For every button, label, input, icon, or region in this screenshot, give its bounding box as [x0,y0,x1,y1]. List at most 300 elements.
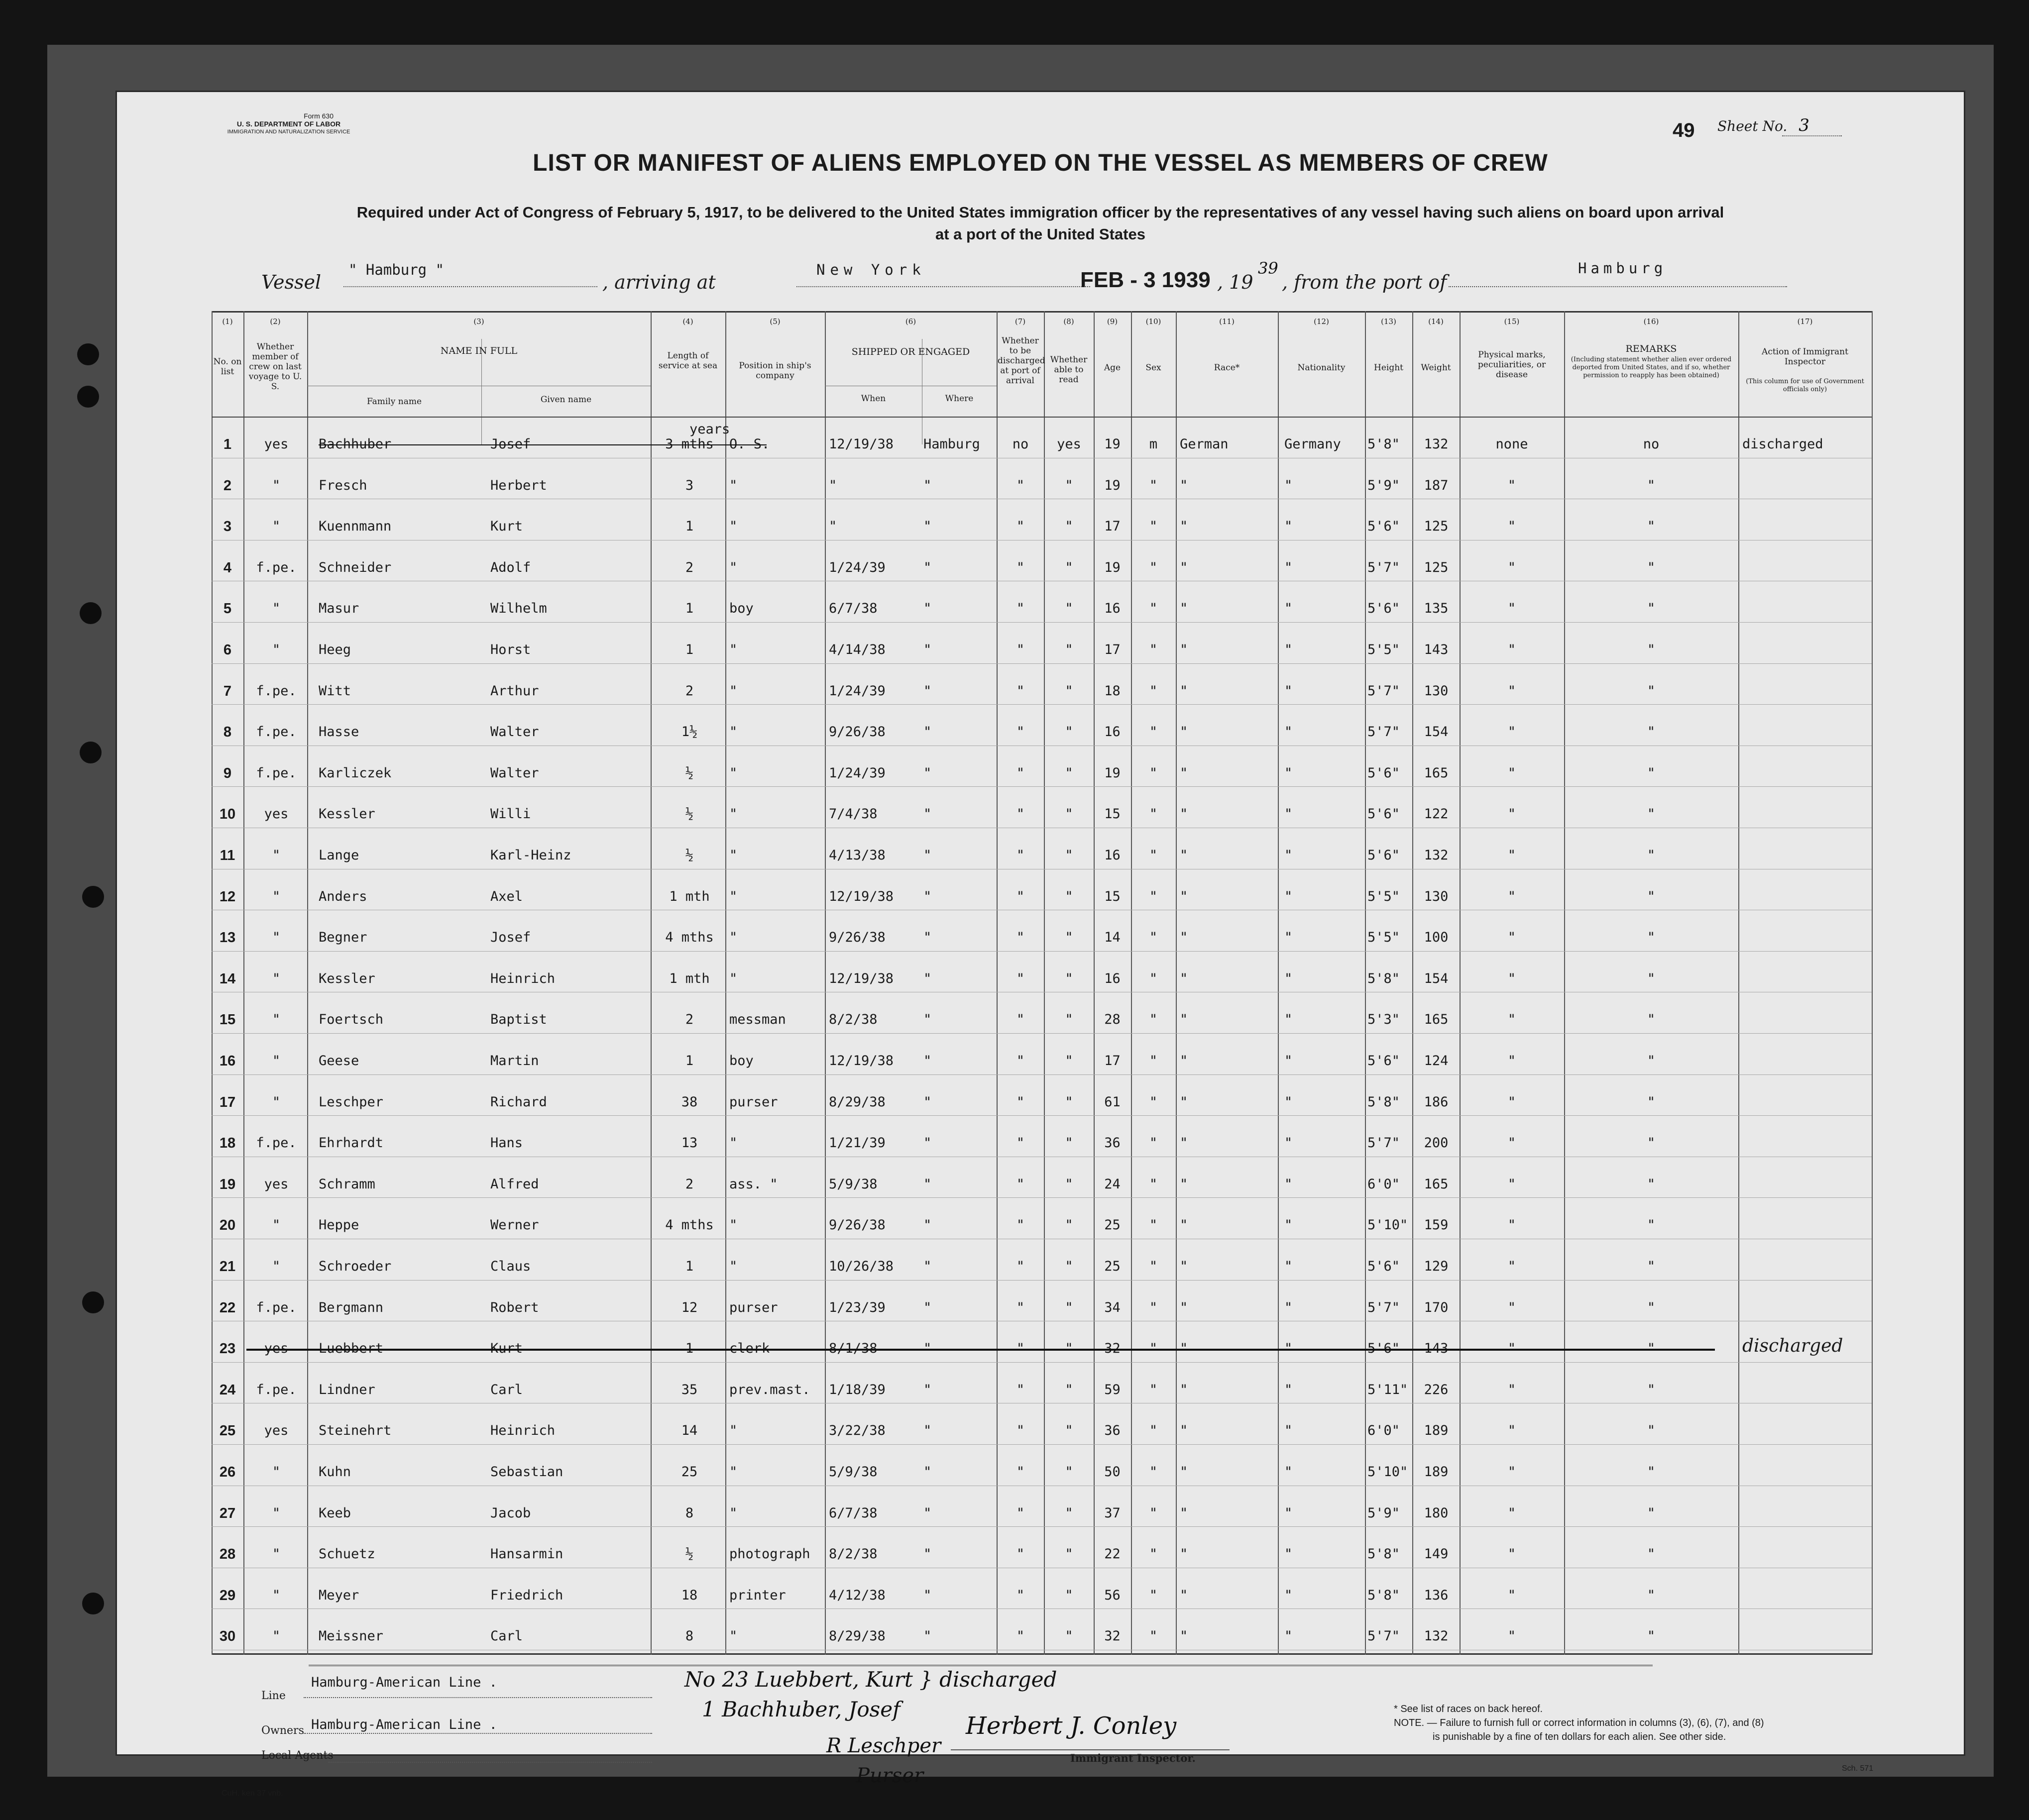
cell-marks: " [1507,642,1516,657]
cell-height: 5'8" [1367,1546,1400,1562]
cell-given: Wilhelm [490,601,547,617]
cell-age: 28 [1104,1012,1121,1028]
cell-weight: 135 [1424,601,1449,617]
col-head-position: Position in ship's company [739,361,811,381]
col-head-weight: Weight [1421,363,1451,373]
cell-weight: 124 [1424,1053,1449,1069]
cell-nat: " [1284,1176,1293,1192]
row-number: 4 [223,559,232,576]
cell-nat: " [1284,888,1293,904]
cell-read: " [1065,1012,1073,1028]
cell-weight: 143 [1424,642,1449,657]
cell-family: Schneider [319,559,392,575]
cell-read: " [1065,1217,1073,1233]
cell-sex: " [1149,1464,1158,1480]
year-value: 39 [1258,259,1278,278]
cell-nat: " [1284,1628,1293,1644]
cell-when: 4/13/38 [829,848,886,863]
cell-race: " [1180,1341,1188,1357]
cell-read: " [1065,683,1073,699]
cell-nat: " [1284,519,1293,535]
cell-disch: " [1016,1094,1025,1110]
cell-marks: " [1507,1094,1516,1110]
cell-position: printer [729,1587,786,1603]
cell-read: " [1065,1587,1073,1603]
col-head-shipped: SHIPPED OR ENGAGED [851,346,970,357]
row-number: 1 [223,436,232,452]
cell-nat: " [1284,1423,1293,1439]
cell-voy: " [272,1628,281,1644]
cell-service: ½ [685,765,694,781]
cell-service: 1 [685,1053,694,1069]
col-num-1: (1) [222,317,233,326]
cell-race: " [1180,765,1188,781]
cell-marks: " [1507,683,1516,699]
cell-disch: " [1016,1423,1025,1439]
purser-signature: R Leschper [826,1734,941,1757]
cell-read: " [1065,477,1073,493]
cell-given: Heinrich [490,1423,556,1439]
cell-given: Willi [490,806,531,822]
cell-family: Kessler [319,970,375,986]
cell-position: photograph [729,1546,810,1562]
cell-marks: " [1507,1382,1516,1397]
cell-when: 1/24/39 [829,683,886,699]
cell-marks: " [1507,724,1516,740]
cell-weight: 149 [1424,1546,1449,1562]
penalty-note: NOTE. — Failure to furnish full or correct information in columns (3), (6), (7), and (8) [1394,1717,1764,1728]
cell-given: Horst [490,642,531,657]
cell-height: 5'6" [1367,601,1400,617]
cell-remarks: " [1647,683,1656,699]
cell-when: " [829,477,837,493]
cell-age: 24 [1104,1176,1121,1192]
cell-disch: " [1016,1012,1025,1028]
cell-nat: " [1284,1259,1293,1274]
from-port: Hamburg [1578,260,1667,277]
cell-race: " [1180,519,1188,535]
cell-when: 8/2/38 [829,1012,878,1028]
cell-read: " [1065,848,1073,863]
cell-disch: " [1016,724,1025,740]
cell-given: Claus [490,1259,531,1274]
cell-where: " [923,1094,932,1110]
cell-race: " [1180,1546,1188,1562]
cell-given: Friedrich [490,1587,564,1603]
cell-service: 4 mths [665,930,714,946]
row-number: 10 [219,806,236,823]
cell-where: " [923,970,932,986]
cell-nat: " [1284,765,1293,781]
cell-where: Hamburg [923,436,980,452]
cell-given: Martin [490,1053,539,1069]
cell-marks: " [1507,1423,1516,1439]
cell-remarks: " [1647,642,1656,657]
cell-nat: " [1284,930,1293,946]
cell-voy: f.pe. [256,559,297,575]
cell-race: " [1180,848,1188,863]
cell-remarks: " [1647,1094,1656,1110]
cell-sex: " [1149,519,1158,535]
cell-service: 4 mths [665,1217,714,1233]
cell-where: " [923,1341,932,1357]
cell-sex: " [1149,970,1158,986]
cell-voy: " [272,1505,281,1521]
cell-disch: no [1012,436,1029,452]
cell-family: Schuetz [319,1546,375,1562]
cell-disch: " [1016,1135,1025,1151]
cell-voy: " [272,1053,281,1069]
cell-family: Meissner [319,1628,384,1644]
cell-service: 35 [681,1382,698,1397]
cell-marks: " [1507,1176,1516,1192]
row-number: 22 [219,1299,236,1316]
cell-age: 59 [1104,1382,1121,1397]
cell-when: 12/19/38 [829,1053,894,1069]
cell-where: " [923,1259,932,1274]
cell-voy: " [272,930,281,946]
cell-read: " [1065,1628,1073,1644]
cell-remarks: " [1647,1628,1656,1644]
cell-given: Carl [490,1628,523,1644]
cell-family: Anders [319,888,367,904]
cell-race: German [1180,436,1229,452]
col-head-nationality: Nationality [1297,363,1346,373]
crew-table [212,311,1872,1655]
cell-when: 4/12/38 [829,1587,886,1603]
cell-voy: f.pe. [256,765,297,781]
cell-nat: " [1284,1341,1293,1357]
cell-race: " [1180,970,1188,986]
cell-age: 16 [1104,601,1121,617]
cell-when: 1/23/39 [829,1299,886,1315]
cell-where: " [923,806,932,822]
cell-where: " [923,1382,932,1397]
row-number: 13 [219,930,236,946]
cell-position: clerk [729,1341,770,1357]
cell-family: Schroeder [319,1259,392,1274]
row-number: 30 [219,1628,236,1645]
cell-disch: " [1016,1299,1025,1315]
row-number: 14 [219,970,236,987]
cell-sex: " [1149,1176,1158,1192]
cell-family: Keeb [319,1505,351,1521]
cell-read: " [1065,1259,1073,1274]
cell-position: " [729,1135,738,1151]
cell-height: 5'7" [1367,1628,1400,1644]
cell-weight: 130 [1424,888,1449,904]
row-number: 3 [223,519,232,535]
cell-race: " [1180,930,1188,946]
cell-remarks: " [1647,1505,1656,1521]
cell-weight: 125 [1424,559,1449,575]
cell-read: " [1065,1546,1073,1562]
col-head-family-name: Family name [366,397,422,407]
cell-where: " [923,1423,932,1439]
cell-race: " [1180,1587,1188,1603]
cell-remarks: " [1647,970,1656,986]
cell-service: 8 [685,1628,694,1644]
cell-weight: 189 [1424,1423,1449,1439]
cell-weight: 154 [1424,970,1449,986]
cell-nat: " [1284,1217,1293,1233]
cell-age: 19 [1104,477,1121,493]
cell-marks: none [1495,436,1528,452]
cell-service: ½ [685,806,694,822]
cell-position: " [729,930,738,946]
cell-when: 9/26/38 [829,1217,886,1233]
cell-where: " [923,1505,932,1521]
cell-given: Kurt [490,519,523,535]
cell-age: 16 [1104,848,1121,863]
cell-sex: " [1149,1299,1158,1315]
owners-value: Hamburg-American Line . [311,1717,497,1732]
cell-position: " [729,477,738,493]
col-num-16: (16) [1643,317,1659,326]
cell-when: 12/19/38 [829,970,894,986]
cell-given: Heinrich [490,970,556,986]
cell-position: " [729,970,738,986]
cell-race: " [1180,1423,1188,1439]
cell-age: 32 [1104,1341,1121,1357]
cell-position: " [729,519,738,535]
binder-hole [80,742,102,763]
cell-age: 16 [1104,724,1121,740]
cell-where: " [923,848,932,863]
cell-age: 22 [1104,1546,1121,1562]
cell-marks: " [1507,930,1516,946]
cell-family: Bergmann [319,1299,384,1315]
cell-family: Meyer [319,1587,359,1603]
cell-remarks: no [1643,436,1660,452]
cell-voy: " [272,519,281,535]
binder-hole [82,1291,104,1313]
cell-race: " [1180,642,1188,657]
cell-voy: yes [264,806,289,822]
cell-when: 1/18/39 [829,1382,886,1397]
cell-marks: " [1507,1341,1516,1357]
cell-age: 37 [1104,1505,1121,1521]
cell-nat: " [1284,848,1293,863]
cell-height: 5'7" [1367,559,1400,575]
cell-family: Ehrhardt [319,1135,384,1151]
cell-given: Walter [490,765,539,781]
row-number: 11 [220,848,235,863]
cell-age: 18 [1104,683,1121,699]
cell-sex: " [1149,1382,1158,1397]
race-note: * See list of races on back hereof. [1394,1704,1543,1714]
cell-service: 3 mths [665,436,714,452]
cell-service: 2 [685,1012,694,1028]
cell-height: 5'7" [1367,1299,1400,1315]
vessel-label: Vessel [261,271,322,293]
service-years-note: years [689,422,730,437]
cell-sex: " [1149,601,1158,617]
cell-age: 17 [1104,1053,1121,1069]
schedule-code: Sch. 571 [1842,1764,1874,1773]
cell-nat: " [1284,970,1293,986]
cell-service: 1 [685,601,694,617]
binder-hole [77,386,99,408]
cell-disch: " [1016,1176,1025,1192]
cell-action: discharged [1742,436,1823,452]
cell-voy: yes [264,1176,289,1192]
col-head-last-voyage: Whether member of crew on last voyage to U. S. [248,342,302,392]
cell-read: " [1065,930,1073,946]
cell-position: " [729,1464,738,1480]
cell-position: " [729,724,738,740]
cell-sex: " [1149,1587,1158,1603]
col-head-sex: Sex [1145,363,1161,373]
cell-voy: " [272,1012,281,1028]
cell-voy: " [272,1464,281,1480]
cell-family: Foertsch [319,1012,384,1028]
cell-sex: " [1149,1423,1158,1439]
cell-given: Walter [490,724,539,740]
col-num-12: (12) [1314,317,1329,326]
cell-voy: " [272,1259,281,1274]
cell-family: Begner [319,930,367,946]
cell-given: Jacob [490,1505,531,1521]
cell-age: 25 [1104,1259,1121,1274]
department-name: U. S. DEPARTMENT OF LABOR [236,120,341,128]
cell-position: boy [729,1053,754,1069]
cell-sex: " [1149,1094,1158,1110]
cell-height: 5'9" [1367,1505,1400,1521]
cell-where: " [923,559,932,575]
cell-family: Heppe [319,1217,359,1233]
cell-marks: " [1507,848,1516,863]
inspector-signature: Herbert J. Conley [966,1712,1177,1740]
cell-remarks: " [1647,519,1656,535]
cell-nat: " [1284,601,1293,617]
row-number: 5 [223,601,232,617]
strike-through-line [246,1349,1715,1351]
line-label: Line [261,1690,286,1702]
cell-position: " [729,1259,738,1274]
cell-marks: " [1507,1464,1516,1480]
col-head-name: NAME IN FULL [440,345,518,356]
cell-read: " [1065,1505,1073,1521]
cell-nat: " [1284,1094,1293,1110]
cell-disch: " [1016,888,1025,904]
cell-where: " [923,1135,932,1151]
cell-service: 18 [681,1587,698,1603]
col-head-given-name: Given name [540,395,592,405]
cell-sex: " [1149,888,1158,904]
cell-disch: " [1016,1587,1025,1603]
cell-remarks: " [1647,724,1656,740]
col-num-11: (11) [1219,317,1235,326]
cell-voy: " [272,477,281,493]
cell-height: 5'8" [1367,970,1400,986]
cell-given: Sebastian [490,1464,564,1480]
col-head-race: Race* [1214,363,1240,373]
cell-disch: " [1016,1053,1025,1069]
cell-read: " [1065,806,1073,822]
cell-disch: " [1016,1628,1025,1644]
cell-read: " [1065,1135,1073,1151]
cell-where: " [923,1053,932,1069]
cell-when: 5/9/38 [829,1464,878,1480]
col-head-when: When [861,394,886,404]
cell-marks: " [1507,1135,1516,1151]
page-number: 49 [1673,119,1695,141]
cell-when: 12/19/38 [829,888,894,904]
cell-race: " [1180,601,1188,617]
col-num-13: (13) [1381,317,1396,326]
col-num-4: (4) [682,317,693,326]
cell-remarks: " [1647,1259,1656,1274]
cell-weight: 100 [1424,930,1449,946]
row-number: 26 [219,1464,236,1480]
cell-family: Kuhn [319,1464,351,1480]
cell-nat: " [1284,477,1293,493]
cell-height: 5'6" [1367,519,1400,535]
col-head-no: No. on list [213,357,242,377]
binder-hole [82,886,104,908]
cell-weight: 125 [1424,519,1449,535]
cell-height: 5'6" [1367,1053,1400,1069]
cell-when: 3/22/38 [829,1423,886,1439]
cell-disch: " [1016,1505,1025,1521]
col-num-9: (9) [1107,317,1118,326]
cell-voy: " [272,970,281,986]
document-subtitle [214,202,1867,245]
cell-family: Kuennmann [319,519,392,535]
cell-service: 1 [685,519,694,535]
cell-family: Hasse [319,724,359,740]
cell-age: 32 [1104,1628,1121,1644]
cell-voy: f.pe. [256,1299,297,1315]
cell-voy: f.pe. [256,683,297,699]
cell-given: Hans [490,1135,523,1151]
cell-marks: " [1507,888,1516,904]
row-number: 20 [219,1217,236,1234]
service-name: IMMIGRATION AND NATURALIZATION SERVICE [227,129,350,135]
cell-remarks: " [1647,888,1656,904]
cell-remarks: " [1647,1012,1656,1028]
cell-position: " [729,888,738,904]
cell-marks: " [1507,1053,1516,1069]
cell-remarks: " [1647,1587,1656,1603]
row-number: 6 [223,642,232,658]
col-head-where: Where [945,394,974,404]
cell-nat: " [1284,1546,1293,1562]
cell-height: 5'6" [1367,1341,1400,1357]
cell-race: " [1180,1012,1188,1028]
cell-marks: " [1507,1546,1516,1562]
cell-height: 5'6" [1367,806,1400,822]
cell-height: 5'8" [1367,1094,1400,1110]
binder-hole [80,602,102,624]
cell-given: Carl [490,1382,523,1397]
cell-weight: 187 [1424,477,1449,493]
cell-given: Robert [490,1299,539,1315]
cell-age: 36 [1104,1423,1121,1439]
cell-disch: " [1016,970,1025,986]
cell-sex: " [1149,559,1158,575]
cell-sex: " [1149,848,1158,863]
cell-given: Arthur [490,683,539,699]
col-num-6: (6) [905,317,916,326]
cell-weight: 226 [1424,1382,1449,1397]
strike-through-line [319,444,767,445]
cell-when: 6/7/38 [829,1505,878,1521]
cell-sex: " [1149,1341,1158,1357]
cell-nat: " [1284,1053,1293,1069]
cell-height: 5'7" [1367,724,1400,740]
